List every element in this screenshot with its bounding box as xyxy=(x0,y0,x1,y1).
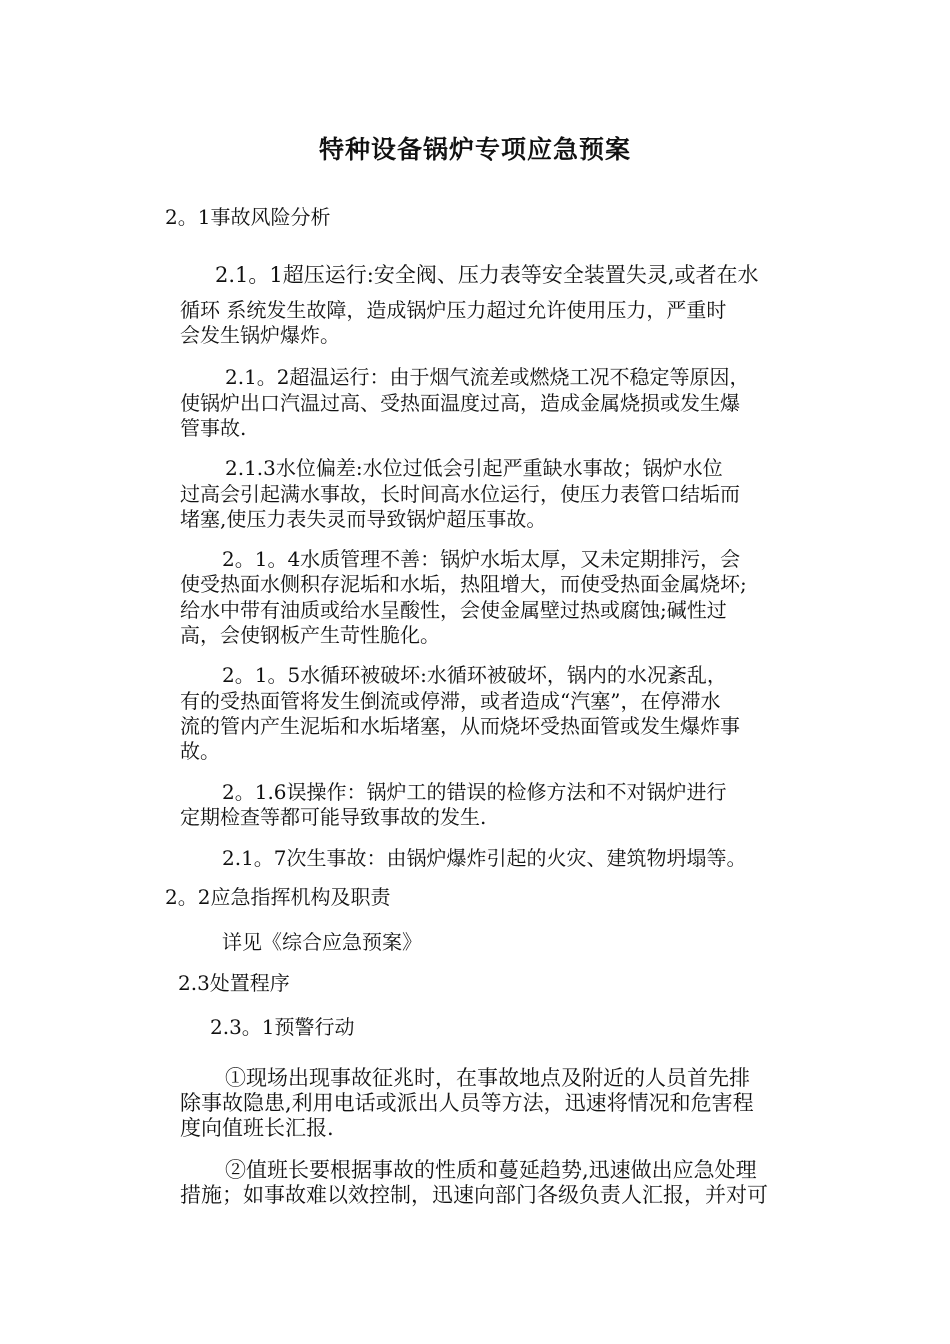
paragraph-2-1-6-line-2: 定期检查等都可能导致事故的发生. xyxy=(180,805,487,829)
paragraph-2-1-5-line-3: 流的管内产生泥垢和水垢堵塞，从而烧坏受热面管或发生爆炸事 xyxy=(180,714,740,738)
section-2-2-body: 详见《综合应急预案》 xyxy=(222,930,422,954)
step-2-line-1: ②值班长要根据事故的性质和蔓延趋势,迅速做出应急处理 xyxy=(225,1158,757,1182)
section-2-3-heading: 2.3处置程序 xyxy=(178,971,290,995)
step-1-line-3: 度向值班长汇报. xyxy=(180,1116,334,1140)
section-2-3-1-heading: 2.3。1预警行动 xyxy=(210,1015,355,1039)
paragraph-2-1-2-line-1: 2.1。2超温运行：由于烟气流差或燃烧工况不稳定等原因， xyxy=(225,365,750,389)
paragraph-2-1-6-line-1: 2。1.6误操作：锅炉工的错误的检修方法和不对锅炉进行 xyxy=(222,780,727,804)
section-2-1-heading: 2。1事故风险分析 xyxy=(165,205,331,229)
paragraph-2-1-1-line-1: 2.1。1超压运行:安全阀、压力表等安全装置失灵,或者在水 xyxy=(215,263,759,287)
paragraph-2-1-1-line-3: 会发生锅炉爆炸。 xyxy=(180,323,340,347)
document-title: 特种设备锅炉专项应急预案 xyxy=(318,135,631,164)
step-1-line-2: 除事故隐患,利用电话或派出人员等方法，迅速将情况和危害程 xyxy=(180,1091,754,1115)
paragraph-2-1-4-line-3: 给水中带有油质或给水呈酸性，会使金属壁过热或腐蚀;碱性过 xyxy=(180,598,727,622)
paragraph-2-1-4-line-1: 2。1。4水质管理不善：锅炉水垢太厚，又未定期排污，会 xyxy=(222,547,741,571)
step-1-line-1: ①现场出现事故征兆时，在事故地点及附近的人员首先排 xyxy=(225,1066,750,1090)
paragraph-2-1-3-line-3: 堵塞,使压力表失灵而导致锅炉超压事故。 xyxy=(180,507,547,531)
paragraph-2-1-5-line-4: 故。 xyxy=(180,739,220,763)
paragraph-2-1-3-line-2: 过高会引起满水事故，长时间高水位运行，使压力表管口结垢而 xyxy=(180,482,740,506)
paragraph-2-1-4-line-2: 使受热面水侧积存泥垢和水垢，热阻增大，而使受热面金属烧坏; xyxy=(180,572,747,596)
section-2-2-heading: 2。2应急指挥机构及职责 xyxy=(165,885,391,909)
paragraph-2-1-5-line-1: 2。1。5水循环被破坏:水循环被破坏，锅内的水况紊乱， xyxy=(222,663,727,687)
paragraph-2-1-2-line-3: 管事故. xyxy=(180,416,247,440)
paragraph-2-1-7-line-1: 2.1。7次生事故：由锅炉爆炸引起的火灾、建筑物坍塌等。 xyxy=(222,846,747,870)
paragraph-2-1-1-line-2: 循环 系统发生故障，造成锅炉压力超过允许使用压力，严重时 xyxy=(180,298,727,322)
paragraph-2-1-3-line-1: 2.1.3水位偏差:水位过低会引起严重缺水事故；锅炉水位 xyxy=(225,456,723,480)
paragraph-2-1-5-line-2: 有的受热面管将发生倒流或停滞，或者造成“汽塞”，在停滞水 xyxy=(180,689,721,713)
paragraph-2-1-4-line-4: 高，会使钢板产生苛性脆化。 xyxy=(180,623,440,647)
step-2-line-2: 措施；如事故难以效控制，迅速向部门各级负责人汇报，并对可 xyxy=(180,1183,768,1207)
paragraph-2-1-2-line-2: 使锅炉出口汽温过高、受热面温度过高，造成金属烧损或发生爆 xyxy=(180,391,740,415)
